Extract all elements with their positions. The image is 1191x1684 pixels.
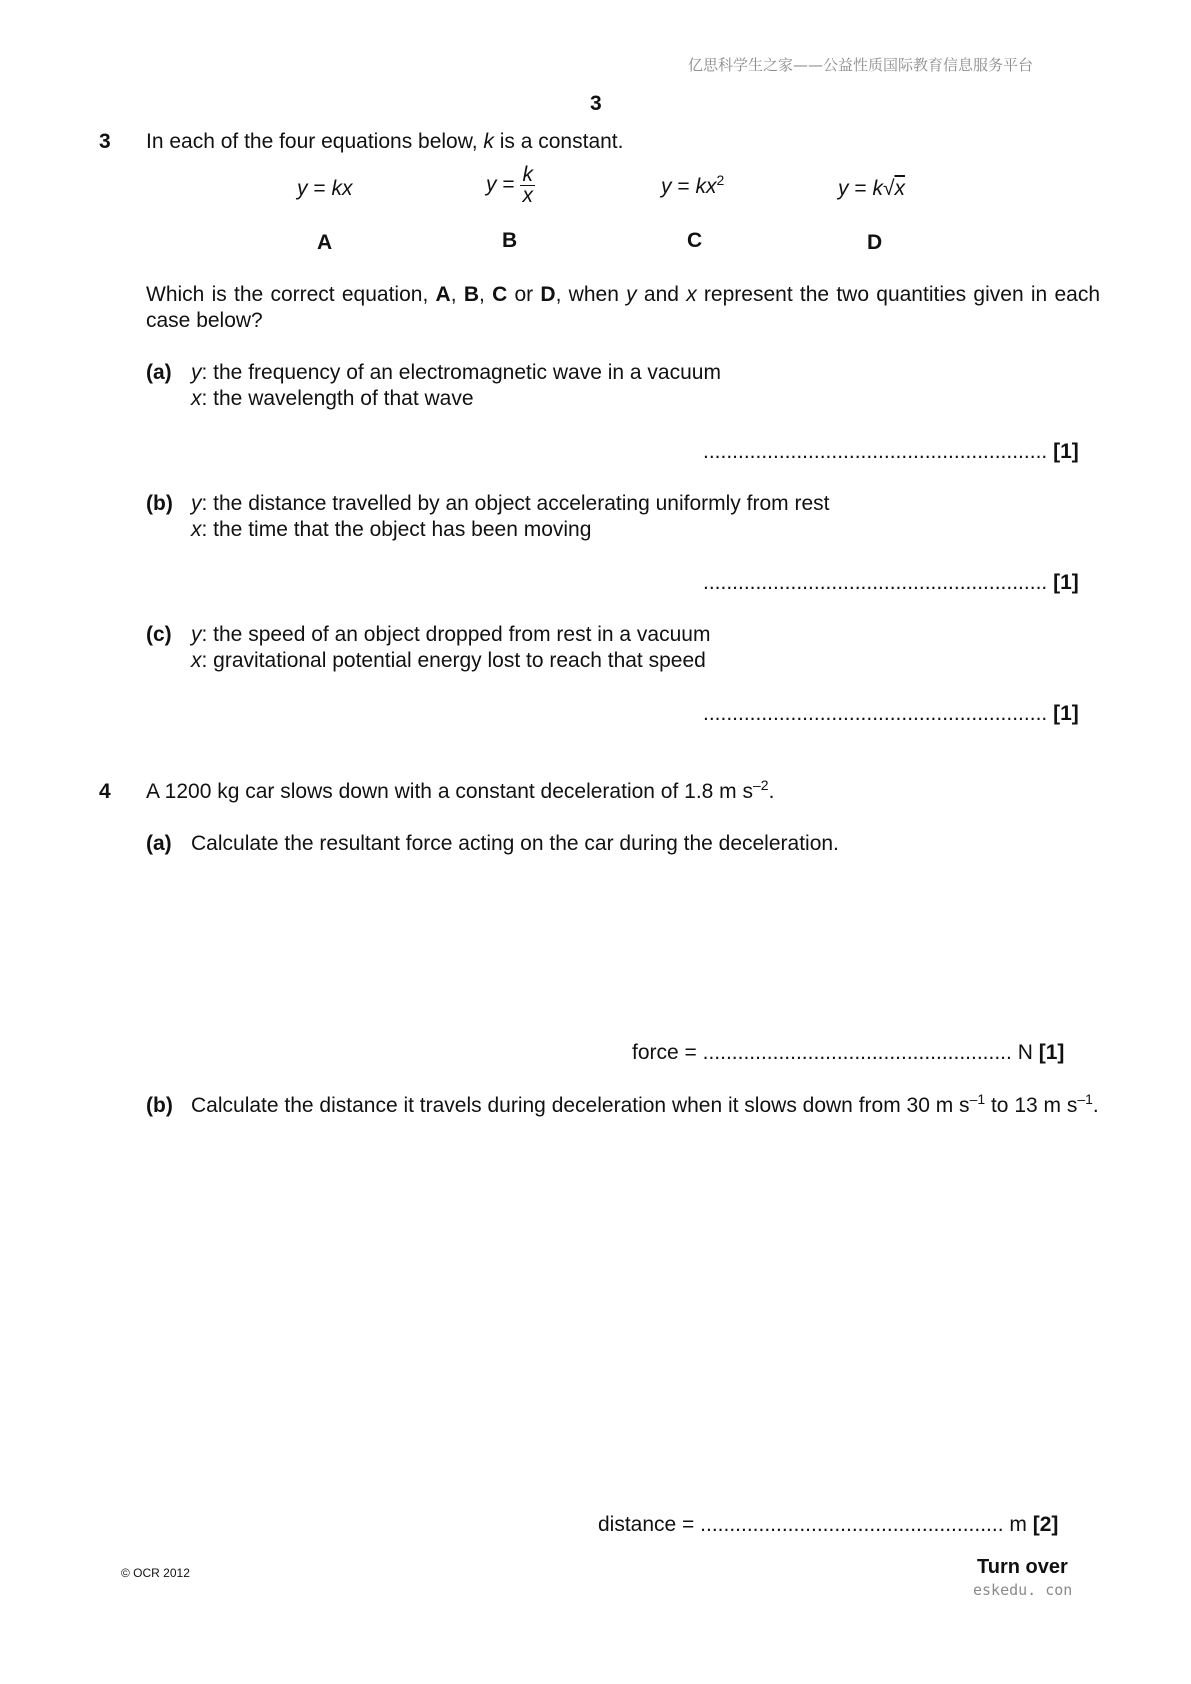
question-text: Which is the correct equation, A, B, C or D, when y and x represent the two quantities given in each case below? — [146, 283, 1101, 332]
part-label-3c: (c) — [146, 623, 172, 646]
question-stem: A 1200 kg car slows down with a constant deceleration of 1.8 m $s^{-2}$. — [146, 777, 775, 803]
equation-letter-d: D — [867, 231, 883, 254]
page-number: 3 — [590, 92, 602, 115]
part-4a-text: Calculate the resultant force acting on the car during the deceleration. — [191, 832, 839, 855]
answer-line-3c[interactable]: ........................................................... [1] — [703, 702, 1079, 725]
part-label-3b: (b) — [146, 492, 173, 515]
equation-a: y = kx — [297, 177, 353, 200]
turn-over: Turn over — [977, 1556, 1068, 1578]
answer-line-4a[interactable]: force = ..................................................... N [1] — [632, 1041, 1065, 1064]
answer-line-4b[interactable]: distance = .................................................... m [2] — [598, 1513, 1059, 1536]
part-4b-text: Calculate the distance it travels during deceleration when it slows down from 30 m $s^{-1}$ to 13 m $s^{-1}$. — [191, 1091, 1099, 1117]
question-intro: In each of the four equations below, k is a constant. — [146, 130, 624, 153]
question-number: 4 — [99, 780, 111, 803]
part-3a-y-line: y: the frequency of an electromagnetic wave in a vacuum — [191, 361, 721, 384]
part-3c-x-line: x: gravitational potential energy lost to reach that speed — [191, 649, 706, 672]
part-3b-y-line: y: the distance travelled by an object accelerating uniformly from rest — [191, 492, 830, 515]
part-label-4a: (a) — [146, 832, 172, 855]
equation-d: y = k√x — [838, 177, 905, 200]
equation-b: y = $\frac{k}{x}$ — [486, 163, 533, 207]
part-3c-y-line: y: the speed of an object dropped from rest in a vacuum — [191, 623, 711, 646]
part-label-4b: (b) — [146, 1094, 173, 1117]
part-label-3a: (a) — [146, 361, 172, 384]
equation-c: $y = kx^2$ — [661, 172, 725, 198]
question-number: 3 — [99, 130, 111, 153]
part-3a-x-line: x: the wavelength of that wave — [191, 387, 474, 410]
equation-letter-b: B — [502, 229, 518, 252]
equation-letter-a: A — [317, 231, 333, 254]
watermark-bottom: eskedu. con — [973, 1581, 1073, 1599]
part-3b-x-line: x: the time that the object has been moving — [191, 518, 592, 541]
copyright: © OCR 2012 — [121, 1566, 190, 1580]
answer-line-3a[interactable]: ........................................................... [1] — [703, 440, 1079, 463]
answer-line-3b[interactable]: ........................................................... [1] — [703, 571, 1079, 594]
watermark-top: 亿思科学生之家——公益性质国际教育信息服务平台 — [688, 56, 1034, 74]
equation-letter-c: C — [687, 229, 703, 252]
